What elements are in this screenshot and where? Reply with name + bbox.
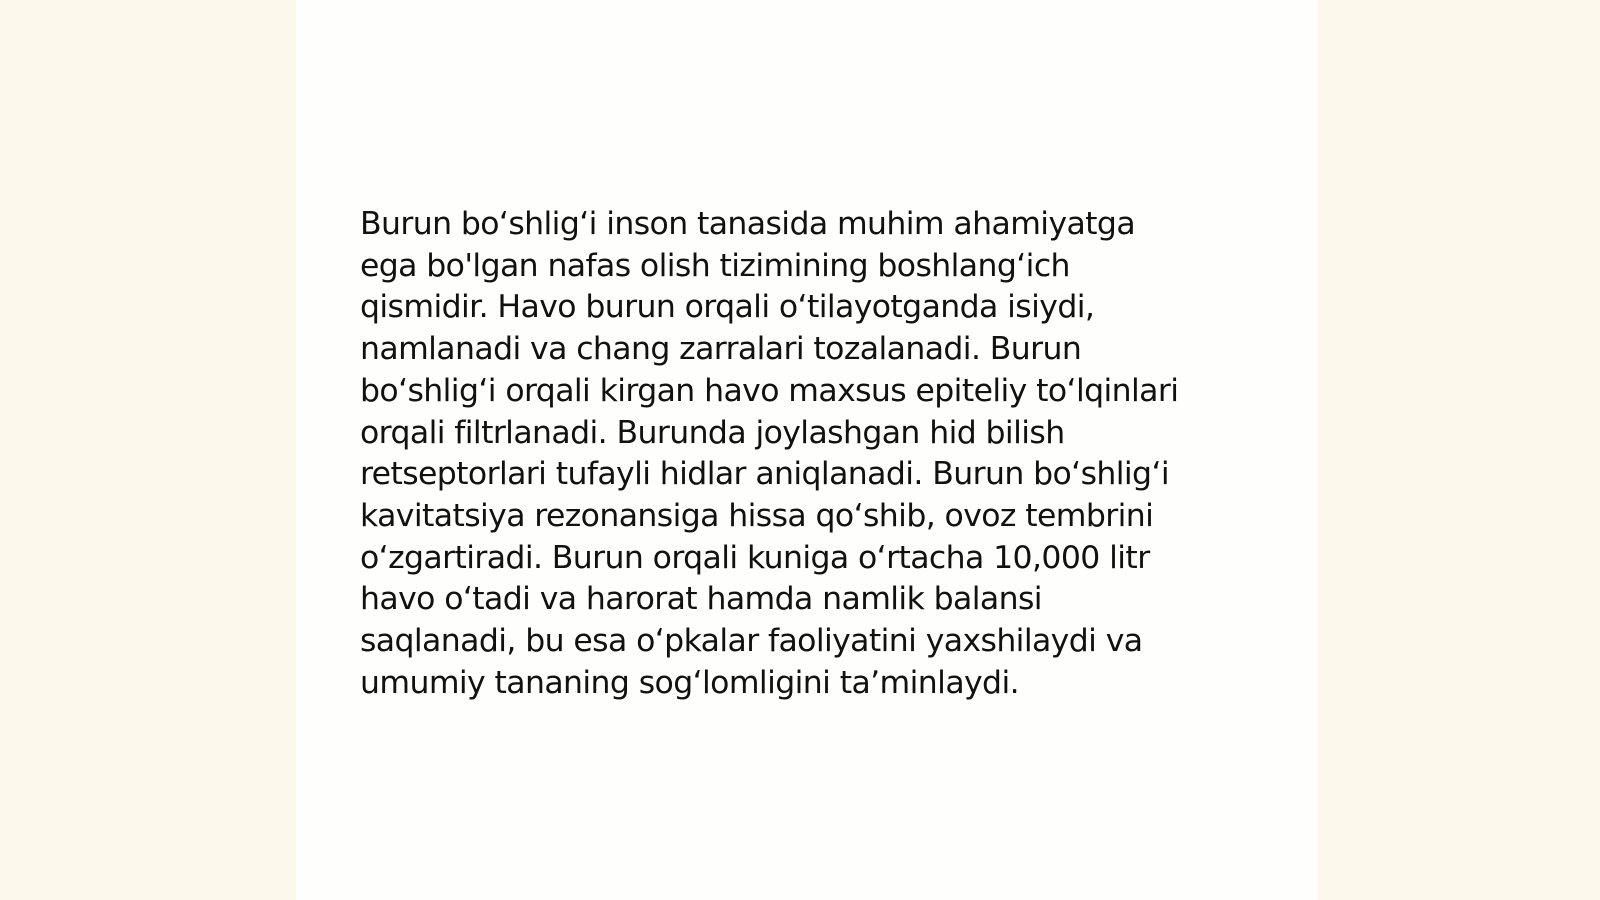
left-margin-background (0, 0, 296, 900)
document-page (296, 0, 1318, 900)
body-paragraph: Burun bo‘shlig‘i inson tanasida muhim ahamiyatga ega bo'lgan nafas olish tizimining boshlang‘ich qismidir. Havo burun orqali o‘tilayotganda isiydi, namlanadi va chang zarralari tozalanadi. Burun bo‘shlig‘i orqali kirgan havo maxsus epiteliy to‘lqinlari orqali filtrlanadi. Burunda joylashgan hid bilish retseptorlari tufayli hidlar aniqlanadi. Burun bo‘shlig‘i kavitatsiya rezonansiga hissa qo‘shib, ovoz tembrini o‘zgartiradi. Burun orqali kuniga o‘rtacha 10,000 litr havo o‘tadi va harorat hamda namlik balansi saqlanadi, bu esa o‘pkalar faoliyatini yaxshilaydi va umumiy tananing sog‘lomligini ta’minlaydi. (360, 206, 1179, 701)
right-margin-background (1318, 0, 1600, 900)
